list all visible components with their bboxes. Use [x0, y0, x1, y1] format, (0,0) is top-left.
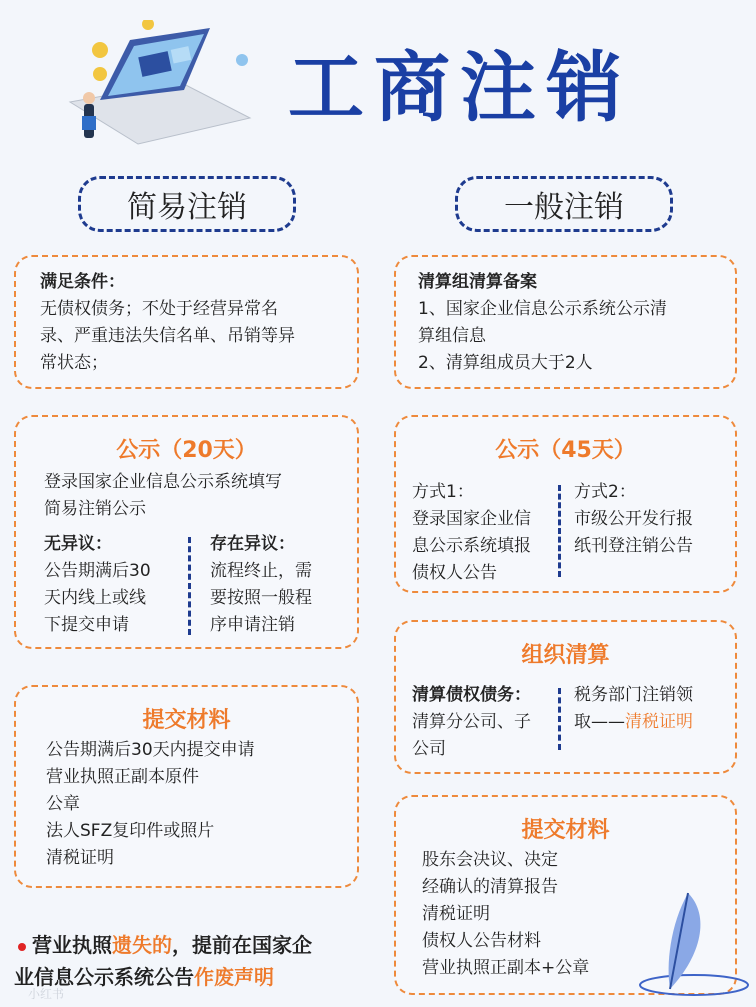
simple-materials-card [14, 685, 359, 888]
liquidation-right-prefix: 取—— [574, 712, 625, 732]
simple-materials-title: 提交材料 [142, 708, 231, 733]
general-materials-item-5: 营业执照正副本+公章 [422, 958, 590, 978]
publicity-20-line-2: 简易注销公示 [44, 499, 146, 519]
liquidation-card [394, 620, 737, 774]
conditions-title: 满足条件： [40, 272, 125, 292]
watermark: 小红书 [28, 987, 65, 1001]
liquidation-right-line-1: 税务部门注销领 [574, 685, 693, 705]
page-title: 工商注销 [288, 43, 632, 132]
general-cancellation-heading: 一般注销 [455, 176, 673, 232]
general-materials-title: 提交材料 [521, 818, 610, 843]
no-objection-line-3: 下提交申请 [44, 615, 129, 635]
bottom-note-invalidation: 作废声明 [194, 965, 274, 989]
general-materials-item-4: 债权人公告材料 [422, 931, 541, 951]
simple-materials-item-4: 法人SFZ复印件或照片 [46, 821, 215, 841]
simple-cancellation-heading: 简易注销 [78, 176, 296, 232]
no-objection-heading: 无异议： [44, 534, 112, 554]
bottom-note-lost: 遗失的 [112, 933, 172, 957]
method2-line-2: 纸刊登注销公告 [574, 536, 693, 556]
publicity-20-divider [188, 537, 191, 635]
liquidation-right-line-2 [574, 709, 693, 736]
objection-line-2: 要按照一般程 [210, 588, 312, 608]
method1-line-3: 债权人公告 [412, 563, 497, 583]
conditions-line-1: 无债权债务；不处于经营异常名 [40, 299, 278, 319]
feather-quill-icon [630, 885, 750, 1003]
conditions-line-3: 常状态； [40, 353, 108, 373]
simple-materials-item-2: 营业执照正副本原件 [46, 767, 199, 787]
publicity-20-card [14, 415, 359, 649]
liquidation-title: 组织清算 [521, 643, 610, 668]
filing-line-1: 1、国家企业信息公示系统公示清 [418, 299, 667, 319]
no-objection-line-1: 公告期满后30 [44, 561, 151, 581]
no-objection-line-2: 天内线上或线 [44, 588, 146, 608]
bottom-note-line-1 [18, 929, 312, 961]
simple-materials-item-3: 公章 [46, 794, 80, 814]
publicity-20-line-1: 登录国家企业信息公示系统填写 [44, 472, 282, 492]
publicity-20-title: 公示（20天） [116, 438, 257, 463]
tax-clearance-highlight: 清税证明 [625, 712, 693, 732]
filing-line-2: 算组信息 [418, 326, 486, 346]
liquidation-left-line-2: 公司 [412, 739, 446, 759]
publicity-45-divider [558, 485, 561, 577]
simple-materials-item-1: 公告期满后30天内提交申请 [46, 740, 255, 760]
laptop-illustration [60, 20, 260, 155]
objection-heading: 存在异议： [210, 534, 295, 554]
publicity-45-title: 公示（45天） [495, 438, 636, 463]
bottom-note-part3: ，提前在国家企 [172, 933, 312, 957]
publicity-45-card [394, 415, 737, 593]
liquidation-divider [558, 688, 561, 750]
conditions-card [14, 255, 359, 389]
general-materials-item-3: 清税证明 [422, 904, 490, 924]
liquidation-left-heading: 清算债权债务： [412, 685, 531, 705]
filing-line-3: 2、清算组成员大于2人 [418, 353, 593, 373]
conditions-line-2: 录、严重违法失信名单、吊销等异 [40, 326, 295, 346]
method1-heading: 方式1： [412, 482, 474, 502]
bullet-dot-icon [18, 943, 26, 951]
bottom-note-part1: 营业执照 [32, 933, 112, 957]
objection-line-1: 流程终止，需 [210, 561, 312, 581]
simple-materials-item-5: 清税证明 [46, 848, 114, 868]
bottom-note-part4: 业信息公示系统公告 [14, 965, 194, 989]
liquidation-left-line-1: 清算分公司、子 [412, 712, 531, 732]
objection-line-3: 序申请注销 [210, 615, 295, 635]
general-materials-item-2: 经确认的清算报告 [422, 877, 558, 897]
method1-line-1: 登录国家企业信 [412, 509, 531, 529]
method2-line-1: 市级公开发行报 [574, 509, 693, 529]
method2-heading: 方式2： [574, 482, 636, 502]
filing-title: 清算组清算备案 [418, 272, 537, 292]
filing-card [394, 255, 737, 389]
general-materials-item-1: 股东会决议、决定 [422, 850, 558, 870]
method1-line-2: 息公示系统填报 [412, 536, 531, 556]
